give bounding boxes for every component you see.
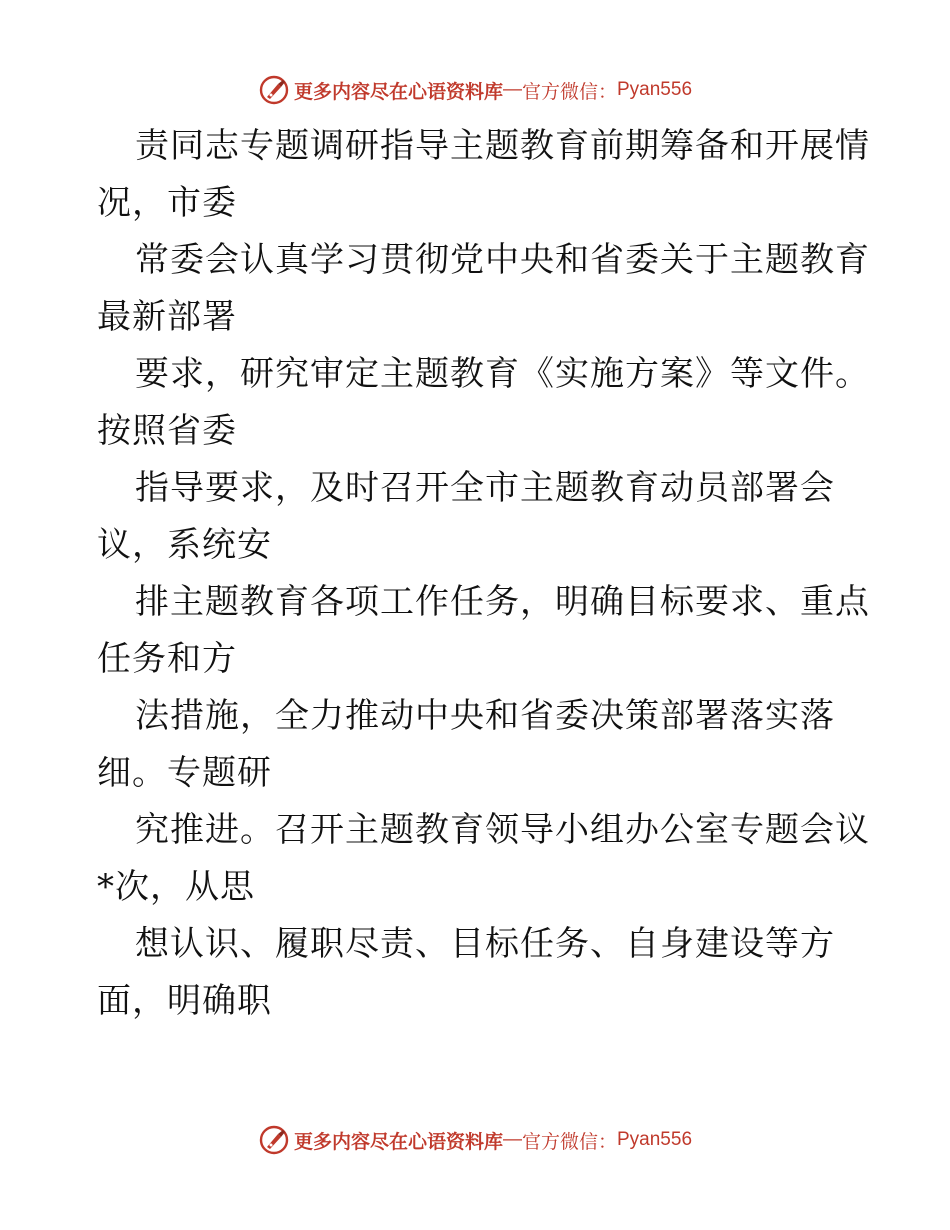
watermark-label: 官方微信：	[521, 1130, 617, 1153]
watermark-dash: —	[502, 79, 522, 100]
document-body	[97, 118, 870, 1030]
text-line: 想认识、履职尽责、目标任务、自身建设等方	[135, 924, 835, 964]
watermark-dash: —	[502, 1129, 522, 1150]
text-line: 细。专题研	[97, 753, 272, 793]
watermark-id: Pyan556	[617, 79, 693, 100]
text-line: 面，明确职	[97, 981, 272, 1021]
text-line: 常委会认真学习贯彻党中央和省委关于主题教育	[135, 240, 870, 280]
pen-nib-logo-icon	[258, 1124, 290, 1156]
text-line: 况，市委	[97, 183, 237, 223]
text-line: 任务和方	[97, 639, 237, 679]
text-line: 指导要求，及时召开全市主题教育动员部署会	[135, 468, 835, 508]
text-line: 最新部署	[97, 297, 237, 337]
watermark-id: Pyan556	[617, 1129, 693, 1150]
text-line: 要求，研究审定主题教育《实施方案》等文件。	[135, 354, 870, 394]
watermark-brand: 更多内容尽在心语资料库	[293, 1130, 503, 1153]
text-line: 按照省委	[97, 411, 237, 451]
text-line: 究推进。召开主题教育领导小组办公室专题会议	[135, 810, 870, 850]
footer-watermark	[0, 1120, 950, 1160]
watermark-label: 官方微信：	[521, 80, 617, 103]
text-line: 议，系统安	[97, 525, 272, 565]
header-watermark	[0, 70, 950, 110]
text-line: 法措施，全力推动中央和省委决策部署落实落	[135, 696, 835, 736]
text-line: 排主题教育各项工作任务，明确目标要求、重点	[135, 582, 870, 622]
pen-nib-logo-icon	[258, 74, 290, 106]
text-line: 责同志专题调研指导主题教育前期筹备和开展情	[135, 126, 870, 166]
watermark-brand: 更多内容尽在心语资料库	[293, 80, 503, 103]
text-line: *次，从思	[97, 867, 255, 907]
